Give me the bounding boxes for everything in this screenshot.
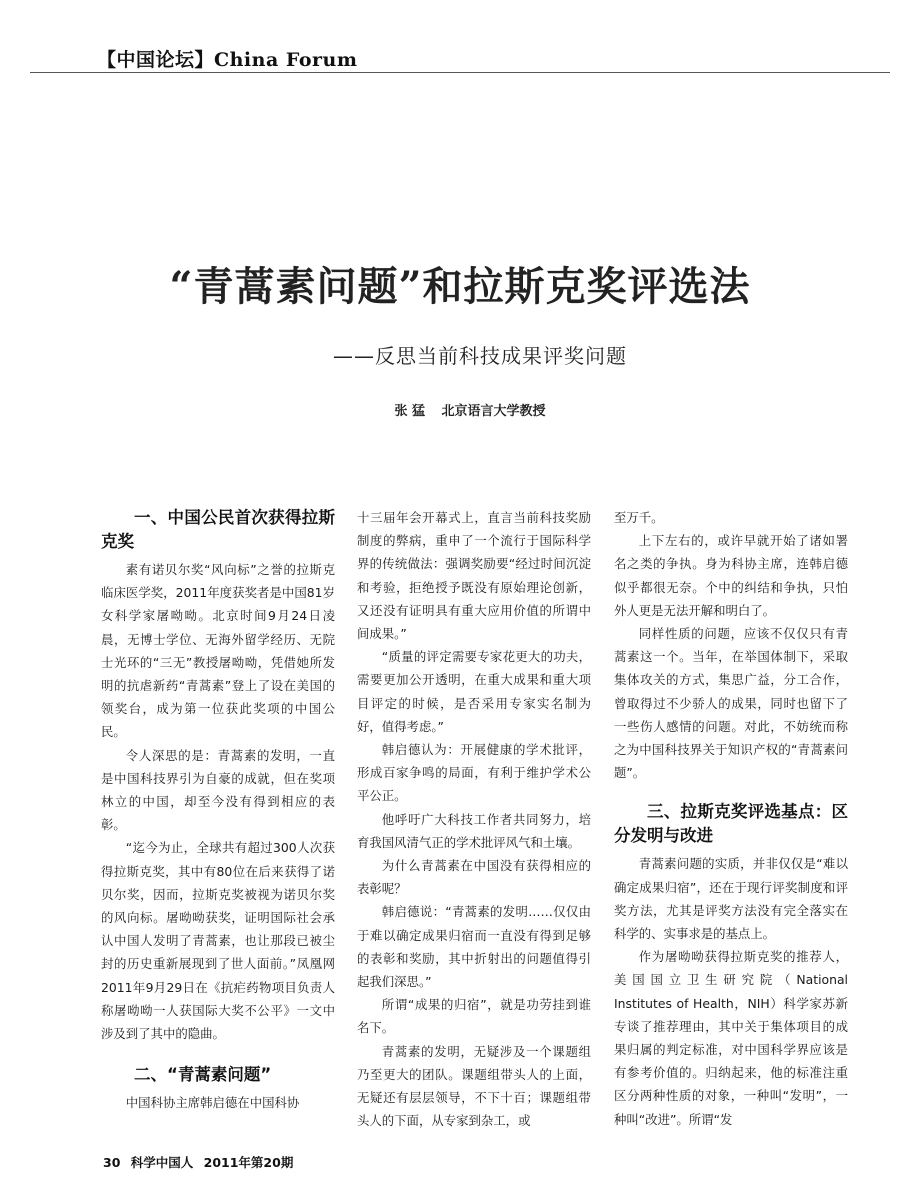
magazine-name: 科学中国人 (130, 1155, 194, 1170)
paragraph: 上下左右的，或许早就开始了诸如署名之类的争执。身为科协主席，连韩启德似乎都很无奈。个中的纠结和争执，只怕外人更是无法开解和明白了。 (614, 533, 848, 618)
paragraph: 至万千。 (614, 510, 664, 525)
paragraph: 令人深思的是：青蒿素的发明，一直是中国科技界引为自豪的成就，但在奖项林立的中国，却至今没有得到相应的表彰。 (101, 747, 335, 833)
column-3 (614, 506, 848, 1131)
paragraph: 同样性质的问题，应该不仅仅只有青蒿素这一个。当年，在举国体制下，采取集体攻关的方式，集思广益，分工合作，曾取得过不少骄人的成果，同时也留下了一些伤人感情的问题。对此，不妨统而称之为中国科技界关于知识产权的“青蒿素问题”。 (614, 626, 848, 781)
paragraph: “迄今为止，全球共有超过300人次获得拉斯克奖，其中有80位在后来获得了诺贝尔奖，因而，拉斯克奖被视为诺贝尔奖的风向标。屠呦呦获奖，证明国际社会承认中国人发明了青蒿素，也让那段已被尘封的历史重新展现到了世人面前。”凤凰网2011年9月29日在《抗疟药物项目负责人称屠呦呦一人获国际大奖不公平》一文中涉及到了其中的隐曲。 (101, 840, 335, 1042)
paragraph: “质量的评定需要专家花更大的功夫，需要更加公开透明，在重大成果和重大项目评定的时候，是否采用专家实名制为好，值得考虑。” (357, 649, 591, 734)
column-2 (357, 506, 591, 1132)
column-1 (101, 506, 335, 1114)
paragraph: 他呼吁广大科技工作者共同努力，培育我国风清气正的学术批评风气和土壤。 (357, 811, 591, 850)
section-tag: 【中国论坛】China Forum (97, 49, 358, 71)
article-subtitle: ——反思当前科技成果评奖问题 (333, 344, 627, 368)
paragraph: 青蒿素问题的实质，并非仅仅是“难以确定成果归宿”，还在于现行评奖制度和评奖方法，尤其是评奖方法没有完全落实在科学的、实事求是的基点上。 (614, 856, 848, 942)
paragraph: 素有诺贝尔奖“风向标”之誉的拉斯克临床医学奖，2011年度获奖者是中国81岁女科学家屠呦呦。北京时间9月24日凌晨，无博士学位、无海外留学经历、无院士光环的“三无”教授屠呦呦，凭借她所发明的抗虐新药“青蒿素”登上了设在美国的领奖台，成为第一位获此奖项的中国公民。 (101, 562, 335, 740)
paragraph: 所谓“成果的归宿”，就是功劳挂到谁名下。 (357, 997, 591, 1036)
header-rule (30, 72, 890, 73)
page-number: 30 (103, 1155, 121, 1170)
paragraph: 韩启德说：“青蒿素的发明……仅仅由于难以确定成果归宿而一直没有得到足够的表彰和奖励，其中折射出的问题值得引起我们深思。” (357, 904, 591, 990)
page-footer (103, 1153, 299, 1171)
author-affiliation: 北京语言大学教授 (441, 404, 546, 419)
paragraph: 为什么青蒿素在中国没有获得相应的表彰呢？ (357, 858, 591, 897)
issue-label: 2011年第20期 (203, 1155, 294, 1170)
byline (0, 400, 920, 419)
paragraph: 青蒿素的发明，无疑涉及一个课题组乃至更大的团队。课题组带头人的上面，无疑还有层层领导，不下十百；课题组带头人的下面，从专家到杂工，或 (357, 1043, 591, 1129)
paragraph: 韩启德认为：开展健康的学术批评，形成百家争鸣的局面，有利于维护学术公平公正。 (357, 742, 591, 804)
section-heading-1: 一、中国公民首次获得拉斯克奖 (101, 508, 335, 551)
paragraph: 中国科协主席韩启德在中国科协 (125, 1095, 300, 1111)
paragraph: 十三届年会开幕式上，直言当前科技奖励制度的弊病，重申了一个流行于国际科学界的传统做法：强调奖励要“经过时间沉淀和考验，拒绝授予既没有原始理论创新，又还没有证明具有重大应用价值的所谓中间成果。” (357, 510, 591, 642)
paragraph: 作为屠呦呦获得拉斯克奖的推荐人，美国国立卫生研究院（National Institutes of Health，NIH）科学家苏新专谈了推荐理由，其中关于集体项目的成果归属的判定标准，对中国科学界应该是有参考价值的。归纳起来，他的标准注重区分两种性质的对象，一种叫“发明”，一种叫“改进”。所谓“发 (614, 949, 848, 1127)
section-heading-3: 三、拉斯克奖评选基点：区分发明与改进 (614, 802, 848, 846)
article-title: “青蒿素问题”和拉斯克奖评选法 (169, 263, 751, 310)
section-heading-2: 二、“青蒿素问题” (134, 1065, 272, 1085)
author-name: 张 猛 (394, 404, 425, 419)
